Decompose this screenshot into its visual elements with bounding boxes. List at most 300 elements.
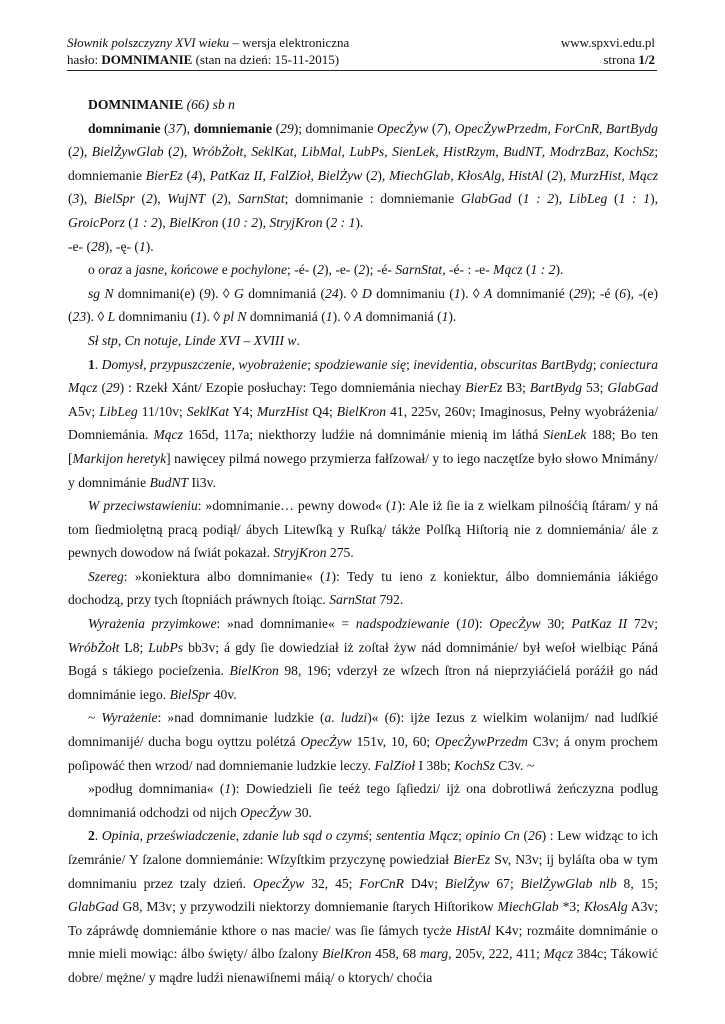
text-run: ; domniemanie: [68, 144, 659, 183]
italic-run: GlabGad: [68, 899, 119, 915]
text-run: ;: [368, 828, 376, 844]
text-run: 32, 45;: [304, 875, 360, 891]
italic-run: Mącz: [153, 427, 183, 443]
italic-run: 10: [460, 616, 475, 632]
italic-run: LubPs: [349, 144, 385, 160]
dictionary-title: Słownik polszczyzny XVI wieku: [67, 35, 230, 50]
text-run: ),: [157, 214, 170, 230]
text-run: ,: [262, 167, 270, 183]
text-run: G8, M3v; y przywodzili niektorzy domniemanie ſtarych Hiſtorikow: [118, 899, 498, 915]
text-run: ,: [605, 144, 614, 160]
italic-run: BielKron: [336, 403, 387, 419]
italic-run: OpecŻywPrzedm: [434, 734, 528, 750]
text-run: a: [122, 262, 136, 278]
text-run: Ii3v.: [188, 474, 216, 490]
text-run: .: [331, 710, 341, 726]
entry-paragraph: [68, 353, 658, 495]
text-run: ). ◊: [201, 309, 224, 325]
text-run: domnimaniu (: [371, 285, 454, 301]
text-run: 53;: [582, 380, 608, 396]
italic-run: MurzHist: [570, 167, 622, 183]
italic-run: obscuritas BartBydg: [480, 356, 593, 372]
text-run: ): Tedy tu ieno z koniektur, álbo domniemánia iákiégo dochodzą, przy tych ſtopniách práwnych ſtoiąc.: [68, 568, 658, 608]
text-run: A3v; To zápráwdę domniemánie kthore o nas macie/ was ſie ſámych tycże: [68, 899, 658, 938]
text-run: ).: [355, 214, 364, 230]
italic-run: a: [324, 710, 332, 726]
italic-run: SarnStat: [395, 262, 443, 278]
italic-run: LubPs: [148, 639, 184, 655]
italic-run: 26: [528, 828, 542, 844]
entry-paragraph: [68, 824, 658, 989]
italic-run: MurzHist: [256, 403, 309, 419]
text-run: ;: [458, 828, 466, 844]
entry-paragraph: [68, 282, 658, 329]
text-run: (: [543, 167, 552, 183]
text-run: (: [68, 191, 73, 207]
italic-run: BierEz: [145, 167, 183, 183]
italic-run: WujNT: [167, 191, 206, 207]
text-run: .: [296, 332, 300, 348]
text-run: domnimanié (: [492, 285, 574, 301]
italic-run: BielSpr: [169, 686, 211, 702]
italic-run: BartBydg: [529, 380, 583, 396]
text-run: ): Ale iż ſie ia z wielkam pilnośćią ſtáram/ y ná tom ſiedmiolętną pracą podiął/ ábych Litewſką y Ruſką/ tákże Polſką Hiſtorią nie z domniemánia/ ále z pewnych dowodow ná ſwiát pokazał.: [68, 498, 659, 561]
text-run: ),: [223, 191, 238, 207]
text-run: )« (: [367, 710, 390, 726]
text-run: ,: [621, 167, 629, 183]
entry-body: [68, 93, 658, 990]
text-run: ),: [554, 191, 569, 207]
text-run: (: [322, 214, 331, 230]
italic-run: HistRzym: [443, 144, 496, 160]
text-run: *3;: [558, 899, 584, 915]
italic-run: BielKron: [322, 946, 372, 962]
italic-run: LibMal: [301, 144, 342, 160]
italic-run: OpecŻyw: [489, 616, 541, 632]
italic-run: 2: [145, 191, 153, 207]
text-run: ; domnimanie : domniemanie: [284, 191, 461, 207]
italic-run: GlabGad: [460, 191, 512, 207]
italic-run: WróbŻołt: [191, 144, 244, 160]
italic-run: 1: [453, 285, 461, 301]
text-run: 40v.: [210, 686, 237, 702]
italic-run: BierEz: [453, 852, 491, 867]
entry-paragraph: [68, 612, 658, 706]
text-run: (: [522, 262, 531, 278]
italic-run: SeklKat: [186, 403, 230, 419]
text-run: ). ◊: [460, 285, 485, 301]
italic-run: 24: [325, 285, 339, 301]
text-run: (: [124, 214, 133, 230]
dictionary-title-suffix: – wersja elektroniczna: [229, 35, 350, 50]
text-run: ,: [235, 828, 243, 844]
text-run: Q4;: [308, 403, 337, 419]
italic-run: 10 : 2: [226, 214, 259, 230]
italic-run: OpecŻyw: [300, 734, 352, 750]
text-run: , -é- : -e-: [442, 262, 494, 278]
italic-run: SarnStat: [237, 191, 285, 207]
italic-run: Mącz: [543, 946, 574, 962]
italic-run: 1 : 2: [132, 214, 158, 230]
italic-run: OpecŻywPrzedm: [454, 120, 548, 136]
text-run: ): Dowiedzieli ſie teéż tego ſąſiedzi/ ijż ona dobrotliwá żeńczyzna podlug domnimaniá odchodzi od nijch: [68, 781, 658, 820]
text-run: ,: [435, 144, 444, 160]
italic-run: 29: [105, 380, 120, 396]
text-run: domnimaniu (: [115, 309, 196, 325]
italic-run: (66): [186, 97, 210, 112]
entry-paragraph: [68, 258, 658, 282]
text-run: (: [362, 167, 371, 183]
text-run: ) : Lew widząc to ich ſzemránie/ Y ſzalone domniemánie: Wſzyſtkim przyczynę powiedział: [68, 828, 659, 867]
text-run: 41, 225v, 260v; Imaginosus, Pełny wyobráżenia/ Domniemánia.: [68, 403, 659, 443]
italic-run: 1 : 2: [522, 191, 555, 207]
italic-run: A: [484, 285, 493, 301]
text-run: (: [205, 191, 217, 207]
entry-paragraph: [68, 93, 658, 117]
text-run: ~: [88, 710, 102, 726]
text-run: 67;: [489, 875, 521, 891]
italic-run: 2 : 1: [330, 214, 356, 230]
italic-run: BartBydg: [605, 120, 658, 136]
text-run: 458, 68: [371, 946, 420, 962]
italic-run: końcowe: [170, 262, 219, 278]
text-run: ),: [79, 144, 92, 160]
text-run: 30;: [540, 616, 572, 632]
text-run: ,: [293, 144, 302, 160]
italic-run: HistAl: [456, 922, 491, 938]
running-header-left: [67, 34, 349, 68]
text-run: ,: [310, 167, 318, 183]
site-url: www.spxvi.edu.pl: [560, 35, 655, 50]
text-run: (: [607, 191, 619, 207]
text-run: : »nad domnimanie« =: [216, 616, 356, 632]
italic-run: SarnStat: [329, 592, 377, 608]
entry-label: hasło:: [67, 52, 102, 67]
italic-run: A: [354, 309, 363, 325]
italic-run: przypuszczenie: [150, 356, 232, 372]
text-run: C3v. ~: [494, 757, 535, 773]
italic-run: BielSpr: [93, 191, 135, 207]
text-run: ); -é (: [587, 285, 620, 301]
italic-run: 1: [195, 309, 202, 325]
italic-run: jasne: [135, 262, 164, 278]
italic-run: 9: [203, 285, 211, 301]
entry-paragraph: [68, 777, 658, 824]
italic-run: oraz: [98, 262, 123, 278]
italic-run: OpecŻyw: [377, 120, 429, 136]
italic-run: Wyrażenia przyimkowe: [88, 616, 217, 632]
italic-run: 1: [224, 781, 232, 797]
text-run: (: [272, 120, 281, 136]
text-run: (: [163, 144, 173, 160]
italic-run: 2: [216, 191, 224, 207]
italic-run: sg N: [88, 285, 114, 301]
text-run: ,: [501, 167, 509, 183]
text-run: : »koniektura albo domnimanie« (: [123, 568, 325, 584]
text-run: ); domnimanie: [293, 120, 378, 136]
text-run: Sv, N3v; ij byláſta oba w tym domnimaniu przez tzaly dzień.: [68, 852, 658, 891]
italic-run: sb n: [212, 97, 235, 112]
text-run: ). ◊: [210, 285, 234, 301]
text-run: ;: [406, 356, 414, 372]
text-run: 275.: [326, 545, 354, 561]
entry-paragraph: [68, 117, 658, 235]
text-run: (: [449, 616, 461, 632]
text-run: : »domnimanie… pewny dowod« (: [197, 498, 391, 514]
entry-paragraph: [68, 235, 658, 259]
italic-run: 1: [138, 238, 146, 254]
dictionary-title-line: [67, 34, 349, 51]
text-run: ),: [152, 191, 168, 207]
italic-run: Domysł: [101, 356, 144, 372]
text-run: ,: [139, 828, 147, 844]
italic-run: ludzi: [340, 710, 368, 726]
text-run: ] nawięcey pilmá nowego przymierza fałſzował/ y to iego naczętſze było słowo Mnimány/ y domnimánie: [68, 450, 659, 490]
italic-run: sententia Mącz: [375, 828, 459, 844]
text-run: (: [428, 120, 437, 136]
italic-run: inevidentia: [413, 356, 474, 372]
italic-run: StryjKron: [269, 214, 323, 230]
italic-run: Wyrażenie: [101, 710, 158, 726]
text-run: ), -(e) (: [68, 285, 658, 325]
italic-run: 29: [573, 285, 588, 301]
text-run: ,: [243, 144, 252, 160]
italic-run: ForCnR: [359, 875, 404, 891]
text-run: -e- (: [68, 238, 92, 254]
italic-run: 2: [358, 262, 366, 278]
text-run: domnimani(e) (: [113, 285, 204, 301]
italic-run: opinio Cn: [465, 828, 520, 844]
italic-run: Szereg: [88, 568, 124, 584]
text-run: K4v; rozmáite domnimánie o mnie mieli mowiąc: álbo święty/ álbo ſzalony: [68, 922, 658, 962]
text-run: Y4;: [229, 403, 257, 419]
text-run: bb3v; á gdy ſie dowiedział iż zoſtał żyw nád domnimánie/ był weſoł wielbiąc Páná Bogá s tákiego pocieſzenia.: [68, 639, 658, 679]
text-run: (: [182, 167, 192, 183]
italic-run: G: [234, 285, 244, 301]
italic-run: LibLeg: [99, 403, 138, 419]
bold-run: DOMNIMANIE: [88, 97, 184, 112]
text-run: domnimaniá (: [246, 309, 326, 325]
italic-run: 1: [324, 568, 332, 584]
text-run: 11/10v;: [137, 403, 187, 419]
text-run: ,: [384, 144, 393, 160]
entry-paragraph: [68, 706, 658, 777]
text-run: ).: [145, 238, 154, 254]
text-run: ),: [179, 144, 192, 160]
italic-run: Sł stp: [88, 332, 118, 348]
text-run: L8;: [119, 639, 149, 655]
italic-run: 1: [390, 498, 398, 514]
italic-run: wyobrażenie: [238, 356, 308, 372]
text-run: ,: [495, 144, 504, 160]
text-run: 384c; Tákowić dobre/ mężne/ y mądre ludźi nienawiſnemi máią/ o ktorych/ choćia: [68, 946, 658, 985]
text-run: 30.: [291, 804, 312, 820]
italic-run: MiechGlab: [389, 167, 451, 183]
italic-run: BudNT: [503, 144, 542, 160]
text-run: 8, 15;: [616, 875, 658, 891]
text-run: ,: [177, 332, 185, 348]
italic-run: pochylone: [231, 262, 288, 278]
text-run: .: [94, 828, 102, 844]
italic-run: HistAl: [508, 167, 544, 183]
italic-run: FalZioł: [374, 757, 416, 773]
italic-run: KłosAlg: [583, 899, 628, 915]
text-run: C3v; á onym prochem poſipowáć then wrzod/ nad domniemanie ludzkie leczy.: [68, 734, 658, 773]
text-run: ;: [592, 356, 600, 372]
italic-run: 2: [317, 262, 325, 278]
text-run: 792.: [376, 592, 404, 608]
page-number: 1/2: [638, 52, 655, 67]
italic-run: BielŻyw: [444, 875, 490, 891]
italic-run: 3: [72, 191, 80, 207]
italic-run: ForCnR: [554, 120, 599, 136]
text-run: »podług domnimania« (: [88, 781, 225, 797]
italic-run: BielKron: [229, 663, 279, 679]
italic-run: nadspodziewanie: [355, 616, 450, 632]
italic-run: OpecŻyw: [252, 875, 305, 891]
text-run: (: [160, 120, 169, 136]
text-run: ): ijże Iezus z wielkim wolanijm/ nad ludſkié domnimanijé/ ducha bogu oyttzu polétzá: [68, 710, 659, 750]
italic-run: SienLek: [543, 427, 587, 443]
italic-run: 6: [389, 710, 396, 726]
italic-run: 28: [91, 238, 105, 254]
text-run: ;: [307, 356, 315, 372]
text-run: ). ◊: [338, 285, 363, 301]
text-run: (: [511, 191, 523, 207]
italic-run: 6: [619, 285, 627, 301]
italic-run: 2: [551, 167, 559, 183]
text-run: ,: [231, 356, 239, 372]
italic-run: StryjKron: [273, 545, 327, 561]
text-run: ),: [377, 167, 390, 183]
text-run: A5v;: [68, 403, 100, 419]
text-run: ,: [598, 120, 606, 136]
text-run: ). ◊: [332, 309, 355, 325]
text-run: ,: [143, 356, 150, 372]
text-run: o: [88, 262, 99, 278]
text-run: ),: [558, 167, 571, 183]
italic-run: PatKaz II: [209, 167, 263, 183]
italic-run: KochSz: [613, 144, 655, 160]
text-run: 165d, 117a; niekthorzy ludźie ná domnimánie mienią im láthá: [182, 427, 544, 443]
text-run: (: [218, 214, 227, 230]
italic-run: BielŻywGlab nlb: [520, 875, 617, 891]
italic-run: BierEz: [465, 380, 503, 396]
text-run: ,: [117, 332, 125, 348]
italic-run: FalZioł: [269, 167, 311, 183]
italic-run: BielKron: [169, 214, 219, 230]
page-number-line: [561, 51, 655, 68]
text-run: ); -é-: [365, 262, 396, 278]
italic-run: BielŻywGlab: [91, 144, 164, 160]
text-run: , 205v, 222, 411;: [448, 946, 544, 962]
entry-status: (stan na dzień: 15-11-2015): [192, 52, 340, 67]
text-run: (: [68, 144, 73, 160]
text-run: ),: [79, 191, 94, 207]
italic-run: 37: [168, 120, 183, 136]
italic-run: GroicPorz: [68, 214, 125, 230]
italic-run: GlabGad: [607, 380, 658, 396]
text-run: ,: [341, 144, 350, 160]
italic-run: 1: [441, 309, 449, 325]
italic-run: Markijon heretyk: [72, 450, 167, 466]
italic-run: WróbŻołt: [68, 639, 120, 655]
italic-run: LibLeg: [568, 191, 608, 207]
entry-paragraph: [68, 565, 658, 612]
italic-run: 2: [370, 167, 378, 183]
italic-run: KłosAlg: [457, 167, 502, 183]
italic-run: Linde XVI – XVIII w: [184, 332, 297, 348]
italic-run: D: [362, 285, 372, 301]
bold-run: domnimanie: [88, 120, 161, 136]
italic-run: Mącz: [493, 262, 523, 278]
italic-run: Mącz: [628, 167, 659, 183]
italic-run: spodziewanie się: [314, 356, 407, 372]
text-run: domnimaniá (: [243, 285, 326, 301]
italic-run: 4: [191, 167, 198, 183]
italic-run: 7: [436, 120, 444, 136]
text-run: 98, 196; vderzył ze wſzech ſtron ná nieprzyiáćielá poráźił go nád domnimánie iego.: [68, 663, 658, 702]
text-run: ),: [650, 191, 659, 207]
text-run: ).: [555, 262, 564, 278]
text-run: : »nad domnimanie ludzkie (: [157, 710, 325, 726]
italic-run: 29: [280, 120, 294, 136]
entry-line: [67, 51, 349, 68]
text-run: ,: [450, 167, 458, 183]
text-run: ):: [474, 616, 490, 632]
text-run: I 38b;: [415, 757, 455, 773]
italic-run: 2: [72, 144, 80, 160]
text-run: ,: [547, 120, 555, 136]
text-run: B3;: [502, 380, 530, 396]
text-run: .: [94, 356, 102, 372]
italic-run: OpecŻyw: [240, 804, 292, 820]
italic-run: L: [107, 309, 116, 325]
bold-run: 2: [88, 828, 95, 844]
text-run: ), -ę- (: [104, 238, 139, 254]
italic-run: 1 : 1: [618, 191, 651, 207]
italic-run: coniectura Mącz: [68, 356, 659, 396]
text-run: ; -é- (: [287, 262, 318, 278]
italic-run: ModrzBaz: [549, 144, 606, 160]
italic-run: zdanie lub sąd o czymś: [242, 828, 369, 844]
text-run: ). ◊: [86, 309, 108, 325]
text-run: domnimaniá (: [362, 309, 442, 325]
text-run: 151v, 10, 60;: [351, 734, 435, 750]
text-run: ,: [163, 262, 171, 278]
entry-word: DOMNIMANIE: [101, 52, 193, 67]
italic-run: Opinia: [101, 828, 140, 844]
text-run: ),: [443, 120, 455, 136]
italic-run: SienLek: [392, 144, 436, 160]
entry-paragraph: [68, 494, 658, 565]
entry-paragraph: [68, 329, 658, 353]
text-run: 188; Bo ten [: [68, 427, 658, 466]
italic-run: Cn notuje: [124, 332, 178, 348]
text-run: ,: [541, 144, 550, 160]
text-run: ,: [473, 356, 481, 372]
italic-run: PatKaz II: [571, 616, 628, 632]
italic-run: SeklKat: [251, 144, 294, 160]
running-header-right: [561, 34, 655, 68]
italic-run: KochSz: [454, 757, 495, 773]
text-run: ),: [258, 214, 270, 230]
text-run: e: [218, 262, 232, 278]
italic-run: MiechGlab: [497, 899, 559, 915]
text-run: ), -e- (: [324, 262, 359, 278]
italic-run: marg: [419, 946, 449, 962]
italic-run: 2: [172, 144, 180, 160]
